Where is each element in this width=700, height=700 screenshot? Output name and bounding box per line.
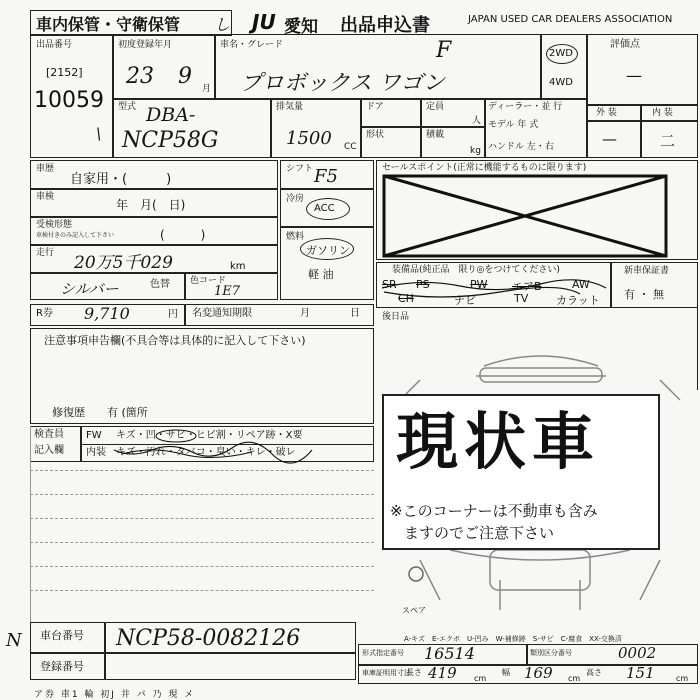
type-num-label: 形式指定番号: [362, 649, 404, 657]
model-year-label: モデル 年 式: [488, 120, 539, 130]
exterior-value: —: [602, 130, 617, 148]
inspection-label: 車検: [36, 192, 55, 202]
first-reg-year: 23: [126, 64, 154, 89]
class-label: 類別区分番号: [530, 649, 572, 657]
type-line2: NCP58G: [122, 128, 219, 153]
load-unit: kg: [470, 146, 481, 156]
shape-label: 形状: [366, 130, 385, 140]
model-grade-label: 車名・グレード: [220, 40, 284, 50]
recycle-label: R券: [36, 308, 53, 319]
n-mark: N: [6, 630, 22, 651]
type-num-value: 16514: [424, 644, 475, 663]
storage-mark: し: [214, 15, 231, 34]
color-code-label: 色コード: [190, 276, 227, 286]
status-note-1: ※このコーナーは不動車も含み: [390, 502, 598, 520]
after-label: 後日品: [382, 312, 410, 322]
status-note-2: ますのでご注意下さい: [404, 524, 555, 542]
width-label: 幅: [502, 668, 510, 677]
org-title: 愛知: [284, 17, 318, 37]
exterior-label: 外 装: [596, 108, 617, 118]
height-unit: cm: [676, 674, 689, 683]
exterior-defects: キズ・凹・サビ・ヒビ割・リペア跡・X要: [116, 430, 303, 441]
displacement-value: 1500: [286, 128, 332, 149]
fw-label: FW: [86, 430, 102, 441]
warranty-value: 有 ・ 無: [624, 288, 664, 301]
history-value: 自家用・( ): [70, 172, 172, 187]
interior-value: 二: [660, 132, 676, 150]
height-label: 高さ: [586, 668, 602, 677]
form-title: 出品申込書: [340, 15, 430, 36]
chassis-label: 車台番号: [40, 629, 84, 642]
class-value: 0002: [618, 644, 657, 662]
first-reg-label: 初度登録年月: [118, 40, 173, 50]
acceptance-value: ( ): [160, 228, 206, 242]
dealer-label: ディーラー・並 行: [488, 102, 563, 112]
recycle-value: 9,710: [84, 304, 130, 323]
interior-label-2: 内装: [86, 447, 106, 458]
lot-tick: \: [96, 124, 102, 143]
storage-label: 車内保管・守衛保管: [36, 15, 181, 34]
inspector-scribble: [112, 428, 322, 460]
month-unit: 月: [202, 84, 212, 94]
width-value: 169: [524, 664, 553, 682]
equipment-label: 装備品(純正品 限り◎をつけてください): [392, 265, 560, 275]
acceptance-note: 車検付きのみ記入して下さい: [36, 232, 115, 239]
capacity-label: 定員: [426, 102, 445, 112]
equip-carat: カラット: [556, 294, 600, 307]
reg-label: 登録番号: [40, 660, 84, 673]
type-line1: DBA-: [146, 104, 196, 126]
selling-points-cross: [384, 176, 666, 256]
equip-aw: AW: [572, 278, 590, 291]
history-label: 車歴: [36, 164, 55, 174]
drive-4wd: 4WD: [549, 77, 573, 88]
interior-label: 内 装: [652, 108, 673, 118]
doors-label: ドア: [366, 102, 384, 112]
cc-unit: CC: [344, 142, 357, 152]
width-unit: cm: [568, 674, 581, 683]
inspector-label-2: 記入欄: [34, 445, 64, 456]
english-title: JAPAN USED CAR DEALERS ASSOCIATION: [468, 14, 673, 25]
lot-number: 10059: [34, 88, 104, 113]
handle-label: ハンドル 左・右: [488, 142, 554, 152]
equipment-scribble: [380, 276, 610, 306]
rating-label: 評価点: [610, 39, 640, 50]
selling-points-label: セールスポイント(正常に機能するものに限ります): [382, 163, 587, 173]
shift-value: F5: [314, 166, 338, 187]
deadline-day: 日: [350, 308, 360, 319]
displacement-label: 排気量: [276, 102, 304, 112]
fuel-label: 燃料: [286, 232, 305, 242]
load-label: 積載: [426, 130, 445, 140]
interior-defects: キズ・汚れ・タバコ・臭い・キレ・破レ: [116, 447, 296, 458]
deadline-label: 名変通知期限: [192, 308, 252, 319]
equip-navi: ナビ: [454, 294, 476, 307]
defect-legend: A-キズ E-エクボ U-凹み W-補修跡 S-サビ C-腐食 XX-交換済: [404, 635, 622, 643]
rating-value: —: [626, 66, 642, 85]
fuel-gas: ガソリン: [306, 244, 350, 257]
inspector-label-1: 検査員: [34, 429, 64, 440]
color-code-value: 1E7: [214, 284, 241, 299]
equip-airbag: エアB: [512, 280, 542, 293]
mileage-unit: km: [230, 261, 246, 272]
equip-ch: CH: [398, 292, 414, 305]
color-label: 色替: [150, 279, 170, 290]
inspection-value: 年 月( 日): [116, 198, 186, 212]
grade-value: F: [436, 38, 452, 63]
lot-label: 出品番号: [36, 40, 73, 50]
capacity-unit: 人: [472, 116, 482, 126]
fuel-diesel: 軽 油: [308, 268, 334, 281]
equip-sr: SR: [382, 278, 397, 291]
lot-small: [2152]: [46, 66, 83, 79]
car-name: プロボックス ワゴン: [240, 71, 445, 96]
ju-logo: JU: [252, 10, 276, 34]
aircon-value: ACC: [314, 203, 335, 214]
repair-history: 修復歴 有 (箇所: [52, 406, 148, 419]
equip-pw: PW: [470, 278, 488, 291]
shift-label: シフト: [286, 164, 314, 174]
length-label: 長さ: [406, 668, 422, 677]
equip-tv: TV: [514, 292, 529, 305]
warranty-label: 新車保証書: [624, 266, 670, 276]
equip-ps: PS: [416, 278, 430, 291]
first-reg-month: 9: [178, 64, 192, 89]
length-value: 419: [428, 664, 457, 682]
status-title: 現状車: [396, 405, 601, 478]
recycle-unit: 円: [168, 309, 178, 320]
color-value: シルバー: [60, 280, 119, 298]
height-value: 151: [626, 664, 655, 682]
type-label: 型式: [118, 102, 137, 112]
deadline-month: 月: [300, 308, 310, 319]
aircon-label: 冷房: [286, 194, 305, 204]
drive-2wd: 2WD: [549, 48, 573, 59]
cert-label: 車庫証明用寸法: [362, 669, 411, 677]
footer-row: ア券 車1 輪 初J 井 パ 乃 現 メ: [34, 690, 196, 700]
spare-label: スペア: [402, 606, 426, 615]
length-unit: cm: [474, 674, 487, 683]
mileage-value: 20万5千029: [74, 253, 173, 273]
acceptance-label: 受検形態: [36, 220, 73, 230]
chassis-value: NCP58-0082126: [116, 626, 301, 651]
notes-title: 注意事項申告欄(不具合等は具体的に記入して下さい): [44, 334, 306, 347]
mileage-label: 走行: [36, 248, 55, 258]
